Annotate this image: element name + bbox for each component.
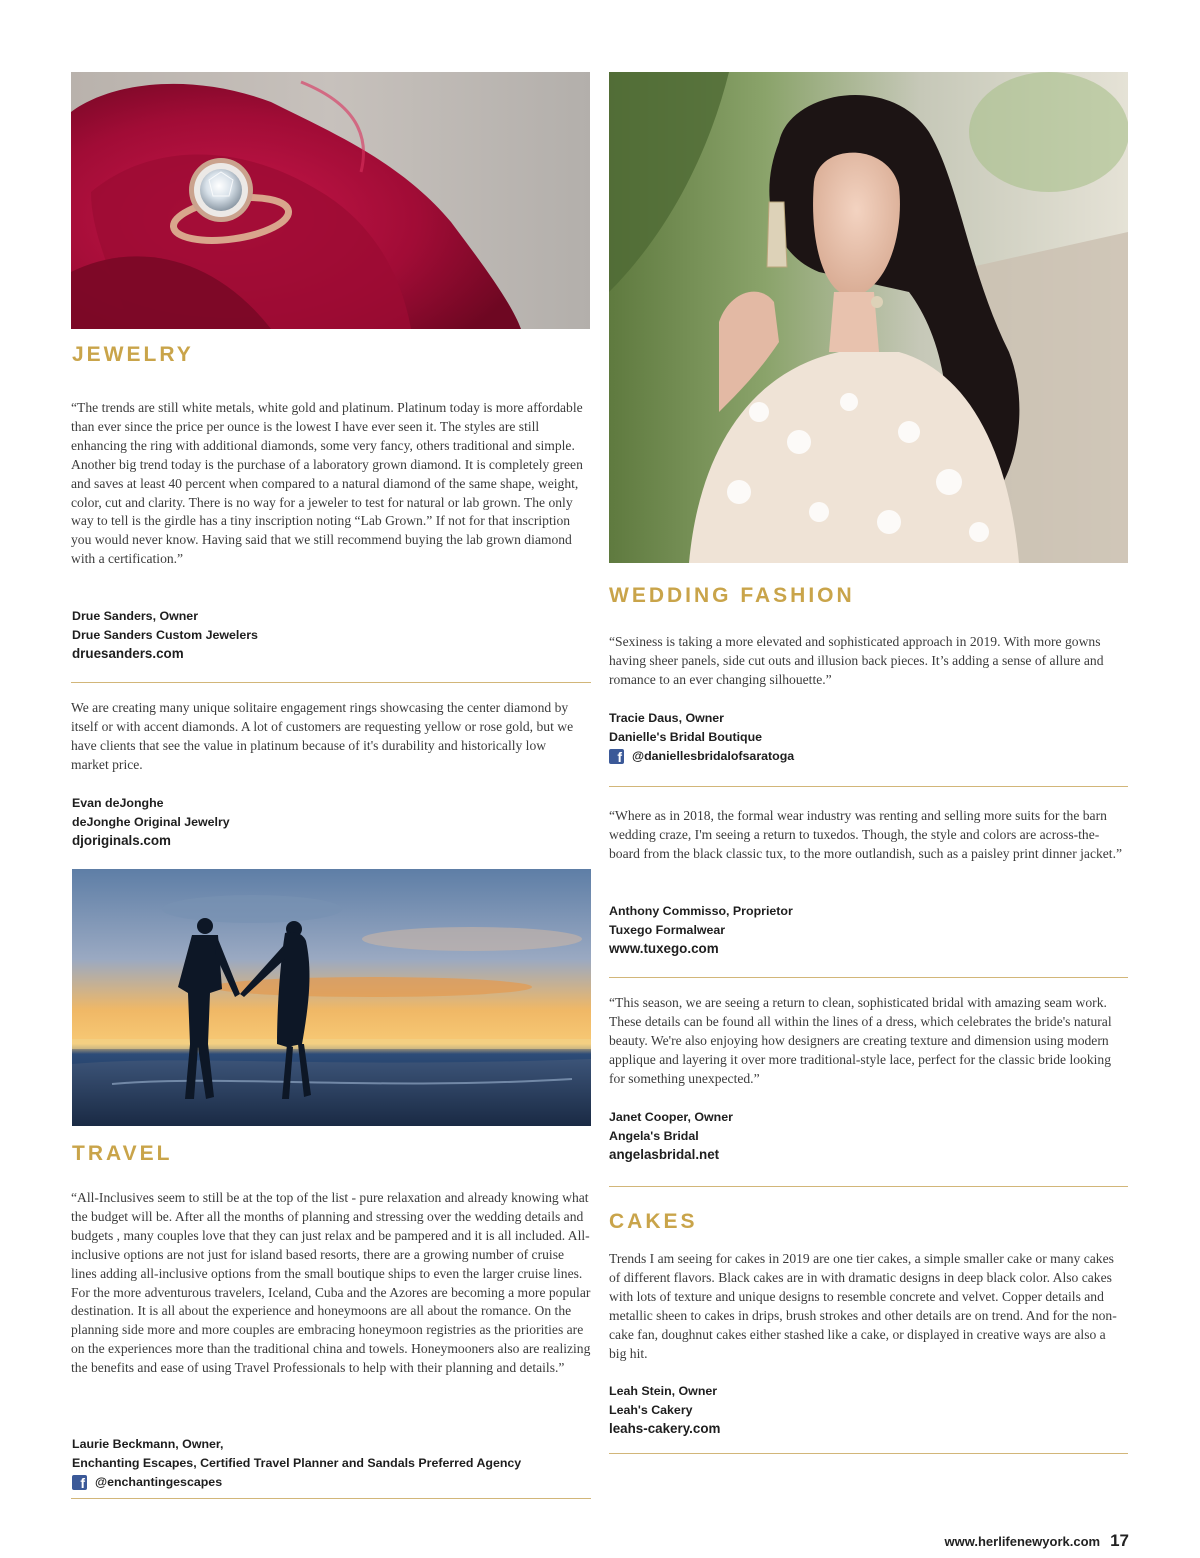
ring-photo xyxy=(71,72,590,329)
footer-website-link[interactable]: www.herlifenewyork.com xyxy=(944,1534,1101,1549)
attribution-company: Angela's Bridal xyxy=(609,1128,699,1143)
attribution-website-link[interactable]: druesanders.com xyxy=(72,645,184,661)
attribution-company: Tuxego Formalwear xyxy=(609,922,726,937)
jewelry-quote-2: We are creating many unique solitaire engagement rings showcasing the center diamond by itself or with accent diamonds. A lot of customers are requesting yellow or rose gold, but we have clients that see the value in platinum because of it's durability and historically low market price. xyxy=(71,700,574,772)
attribution-website-link[interactable]: leahs-cakery.com xyxy=(609,1420,721,1436)
divider xyxy=(609,1453,1128,1454)
page-footer xyxy=(945,1531,1129,1551)
wedding-fashion-quote-1: “Sexiness is taking a more elevated and sophisticated approach in 2019. With more gowns having sheer panels, side cut outs and illusion back pieces. It’s adding a sense of allure and romance to an ever changing silhouette.” xyxy=(609,634,1104,687)
section-title-travel: TRAVEL xyxy=(72,1142,173,1165)
cakes-quote: Trends I am seeing for cakes in 2019 are one tier cakes, a simple smaller cake or many cakes of different flavors. Black cakes are in with dramatic designs in deep black color. Also cakes with lots of texture and unique designs to resemble concrete and velvet. Copper details and metallic sheen to cakes in drips, brush strokes and other details are on trend. And for the non-cake fan, doughnut cakes either stashed like a cake, or displayed in creative ways are also a big hit. xyxy=(609,1251,1117,1361)
wedding-fashion-attribution-3 xyxy=(609,1108,733,1165)
beach-sunset-photo xyxy=(72,869,591,1126)
facebook-handle: @daniellesbridalofsaratoga xyxy=(632,748,795,763)
attribution-name: Leah Stein, Owner xyxy=(609,1384,718,1398)
facebook-handle-link[interactable] xyxy=(609,747,794,766)
attribution-name: Anthony Commisso, Proprietor xyxy=(609,904,793,918)
attribution-website-link[interactable]: djoriginals.com xyxy=(72,832,171,848)
wedding-fashion-quote-3: “This season, we are seeing a return to clean, sophisticated bridal with amazing seam work. These details can be found all within the lines of a dress, which celebrates the bride's natural beauty. We're also enjoying how designers are creating texture and dimension using modern applique and layering it over more traditional-style lace, perfect for the classic bride looking for something unexpected.” xyxy=(609,995,1112,1086)
bride-photo xyxy=(609,72,1128,563)
attribution-name: Tracie Daus, Owner xyxy=(609,711,725,725)
cakes-attribution xyxy=(609,1382,720,1439)
travel-attribution xyxy=(72,1435,521,1492)
divider xyxy=(609,786,1128,787)
wedding-fashion-attribution-1 xyxy=(609,709,794,766)
attribution-name: Janet Cooper, Owner xyxy=(609,1110,733,1124)
section-title-jewelry: JEWELRY xyxy=(72,343,194,366)
divider xyxy=(71,1498,591,1499)
attribution-company: deJonghe Original Jewelry xyxy=(72,814,230,829)
facebook-handle-link[interactable] xyxy=(72,1473,521,1492)
travel-quote: “All-Inclusives seem to still be at the top of the list - pure relaxation and already knowing what the budget will be. After all the months of planning and stressing over the wedding details and budgets , many couples love that they can just relax and be pampered and it is all included. All-inclusive options are not just for island based resorts, there are a growing number of cruise lines adding all-inclusive options from the small boutique ships to even the larger cruise lines. For the more adventurous travelers, Iceland, Cuba and the Azores are becoming a more popular destination. It is all about the experience and honeymoons are all about the romance. On the planning side more and more couples are embracing honeymoon registries as the priorities are on the experiences more than the traditional china and towels. Honeymooners also are realizing the benefits and ease of using Travel Professionals to help with their planning and details.” xyxy=(71,1190,591,1376)
wedding-fashion-attribution-2 xyxy=(609,902,793,959)
section-title-cakes: CAKES xyxy=(609,1210,698,1233)
attribution-website-link[interactable]: www.tuxego.com xyxy=(609,940,719,956)
jewelry-attribution-1 xyxy=(72,607,258,664)
wedding-fashion-quote-2: “Where as in 2018, the formal wear industry was renting and selling more suits for the barn wedding craze, I'm seeing a return to tuxedos. Though, the style and colors are across-the-board from the black classic tux, to the more outlandish, such as a paisley print dinner jacket.” xyxy=(609,808,1123,861)
attribution-company: Drue Sanders Custom Jewelers xyxy=(72,627,258,642)
divider xyxy=(609,977,1128,978)
jewelry-quote-1: “The trends are still white metals, white gold and platinum. Platinum today is more affordable than ever since the price per ounce is the lowest I have ever seen it. The styles are still enhancing the ring with additional diamonds, some very fancy, others traditional and simple. Another big trend today is the purchase of a laboratory grown diamond. It is completely green and saves at least 40 percent when compared to a natural diamond of the same shape, weight, color, cut and clarity. There is no way for a jeweler to test for natural or lab grown. The only way to tell is the girdle has a tiny inscription noting “Lab Grown.” If not for that inscription you would never know. Having said that we still recommend buying the lab grown diamond with a certification.” xyxy=(71,400,583,567)
attribution-company: Enchanting Escapes, Certified Travel Planner and Sandals Preferred Agency xyxy=(72,1455,522,1470)
divider xyxy=(609,1186,1128,1187)
section-title-wedding-fashion: WEDDING FASHION xyxy=(609,584,855,607)
facebook-icon: f xyxy=(609,749,624,764)
attribution-name: Laurie Beckmann, Owner, xyxy=(72,1437,224,1451)
attribution-company: Leah's Cakery xyxy=(609,1402,693,1417)
page-number: 17 xyxy=(1110,1531,1129,1550)
facebook-handle: @enchantingescapes xyxy=(95,1474,223,1489)
attribution-company: Danielle's Bridal Boutique xyxy=(609,729,763,744)
jewelry-attribution-2 xyxy=(72,794,230,851)
facebook-icon: f xyxy=(72,1475,87,1490)
attribution-website-link[interactable]: angelasbridal.net xyxy=(609,1146,720,1162)
attribution-name: Drue Sanders, Owner xyxy=(72,609,199,623)
attribution-name: Evan deJonghe xyxy=(72,796,164,810)
divider xyxy=(71,682,591,683)
